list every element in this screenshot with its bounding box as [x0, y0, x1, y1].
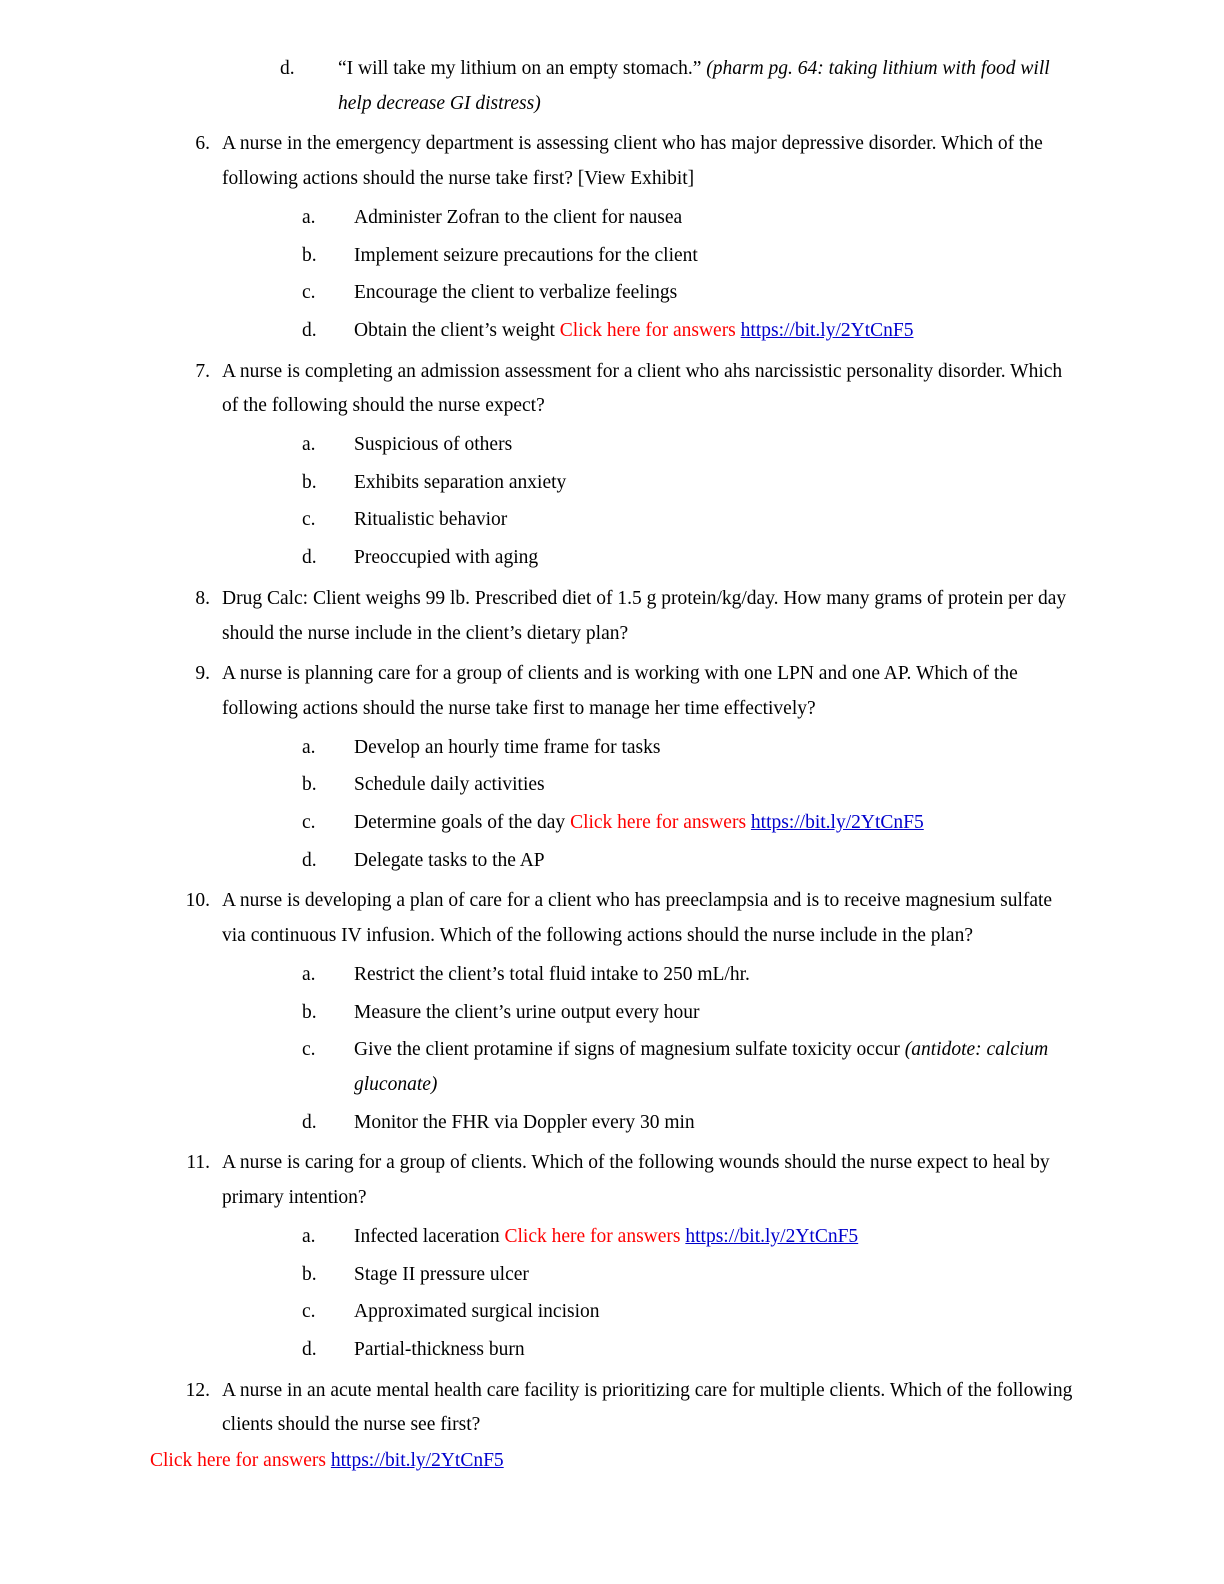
option-text: Suspicious of others [354, 434, 513, 456]
option-letter: c. [302, 282, 316, 304]
option-item [302, 503, 1074, 538]
question-text: A nurse is completing an admission assessment for a client who ahs narcissistic personality disorder. Which of the following should the nurse expect? [222, 360, 1063, 417]
question-number: 10. [185, 890, 210, 912]
answers-link[interactable]: https://bit.ly/2YtCnF5 [685, 1225, 859, 1247]
option-letter: c. [302, 1301, 316, 1323]
option-letter: a. [302, 963, 316, 985]
question-item [168, 1146, 1074, 1367]
question-text: A nurse is developing a plan of care for a client who has preeclampsia and is to receive magnesium sulfate via continuous IV infusion. Which of the following actions should the nurse include in the plan? [222, 890, 1053, 947]
option-letter: c. [302, 812, 316, 834]
question-text: A nurse is caring for a group of clients. Which of the following wounds should the nurse expect to heal by primary intention? [222, 1152, 1050, 1209]
option-item [302, 1106, 1074, 1141]
document-body [168, 52, 1074, 1443]
option-letter: d. [302, 319, 317, 341]
option-text: Obtain the client’s weight [354, 319, 560, 341]
option-text: Stage II pressure ulcer [354, 1263, 529, 1285]
option-letter: c. [302, 1039, 316, 1061]
option-list [302, 958, 1074, 1141]
option-list [302, 1220, 1074, 1368]
question-item [168, 657, 1074, 878]
question-number: 8. [195, 587, 210, 609]
option-text: Ritualistic behavior [354, 509, 508, 531]
option-text: Infected laceration [354, 1225, 505, 1247]
option-item [302, 806, 1074, 841]
question-number: 6. [195, 133, 210, 155]
option-text: Administer Zofran to the client for nausea [354, 206, 683, 228]
question-number: 11. [186, 1152, 210, 1174]
option-item [302, 428, 1074, 463]
option-text: Give the client protamine if signs of magnesium sulfate toxicity occur [354, 1039, 905, 1061]
option-text: Preoccupied with aging [354, 547, 539, 569]
option-item [302, 1033, 1074, 1102]
option-item [302, 541, 1074, 576]
option-list [302, 201, 1074, 349]
option-item [302, 844, 1074, 879]
option-item [302, 314, 1074, 349]
question-list [168, 127, 1074, 1443]
answers-label: Click here for answers [504, 1225, 681, 1247]
option-item [302, 1220, 1074, 1255]
continued-option-d [280, 52, 1074, 121]
option-letter: b. [302, 774, 317, 796]
answers-label: Click here for answers [559, 319, 736, 341]
answers-link[interactable]: https://bit.ly/2YtCnF5 [750, 812, 924, 834]
footer-answers-label: Click here for answers [150, 1450, 326, 1471]
option-letter: d. [302, 547, 317, 569]
option-text: Develop an hourly time frame for tasks [354, 736, 661, 758]
option-letter: a. [302, 434, 316, 456]
option-text: Determine goals of the day [354, 812, 571, 834]
option-item [302, 466, 1074, 501]
question-item [168, 1374, 1074, 1443]
question-text: A nurse is planning care for a group of clients and is working with one LPN and one AP. Which of the following actions should the nurse take first to manage her time effectively? [222, 663, 1018, 719]
option-text: Exhibits separation anxiety [354, 471, 567, 493]
option-item [302, 276, 1074, 311]
option-text: “I will take my lithium on an empty stomach.” [338, 58, 707, 79]
option-note: (antidote: calcium gluconate) [354, 1039, 1049, 1095]
option-text: Approximated surgical incision [354, 1301, 600, 1323]
question-item [168, 582, 1074, 651]
option-item [302, 996, 1074, 1031]
option-letter: d. [302, 849, 317, 871]
option-note: (pharm pg. 64: taking lithium with food will help decrease GI distress) [338, 58, 1050, 114]
option-letter: b. [302, 1001, 317, 1023]
answers-label: Click here for answers [570, 812, 747, 834]
option-text: Delegate tasks to the AP [354, 849, 545, 871]
option-text: Measure the client’s urine output every hour [354, 1001, 700, 1023]
option-item [302, 239, 1074, 274]
footer-answers-line [150, 1450, 504, 1472]
option-text: Restrict the client’s total fluid intake to 250 mL/hr. [354, 963, 750, 985]
question-item [168, 884, 1074, 1140]
option-letter: b. [302, 244, 317, 266]
option-letter: c. [302, 509, 316, 531]
option-item [302, 1333, 1074, 1368]
question-item [168, 355, 1074, 576]
question-text: Drug Calc: Client weighs 99 lb. Prescribed diet of 1.5 g protein/kg/day. How many grams of protein per day should the nurse include in the client’s dietary plan? [222, 587, 1067, 644]
question-text: A nurse in an acute mental health care facility is prioritizing care for multiple clients. Which of the following clients should the nurse see first? [222, 1379, 1073, 1436]
footer-answers-link[interactable]: https://bit.ly/2YtCnF5 [330, 1450, 504, 1471]
option-item [302, 958, 1074, 993]
answers-link[interactable]: https://bit.ly/2YtCnF5 [740, 319, 914, 341]
option-letter: d. [280, 58, 295, 79]
option-letter: b. [302, 1263, 317, 1285]
option-letter: d. [302, 1111, 317, 1133]
option-item [302, 768, 1074, 803]
option-list [302, 731, 1074, 879]
question-number: 7. [195, 360, 210, 382]
question-number: 9. [195, 663, 210, 685]
question-text: A nurse in the emergency department is assessing client who has major depressive disorder. Which of the following actions should the nurse take first? [View Exhibit] [222, 133, 1043, 190]
option-text: Partial-thickness burn [354, 1338, 525, 1360]
option-text: Schedule daily activities [354, 774, 545, 796]
option-list [302, 428, 1074, 576]
option-text: Monitor the FHR via Doppler every 30 min [354, 1111, 695, 1133]
option-letter: a. [302, 1225, 316, 1247]
question-item [168, 127, 1074, 348]
option-text: Encourage the client to verbalize feelings [354, 282, 678, 304]
option-letter: a. [302, 206, 316, 228]
question-number: 12. [185, 1379, 210, 1401]
option-item [302, 731, 1074, 766]
option-item [302, 201, 1074, 236]
option-text: Implement seizure precautions for the client [354, 244, 698, 266]
option-item [302, 1258, 1074, 1293]
option-letter: d. [302, 1338, 317, 1360]
option-letter: a. [302, 736, 316, 758]
option-letter: b. [302, 471, 317, 493]
option-item [302, 1295, 1074, 1330]
